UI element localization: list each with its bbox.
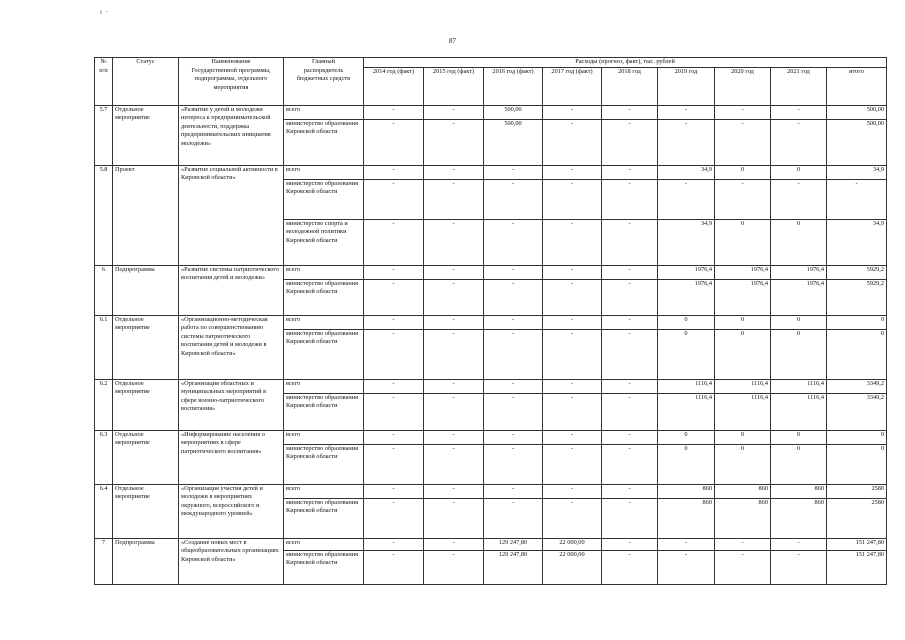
value-cell: -: [602, 279, 658, 315]
year-header: 2020 год: [715, 67, 771, 105]
program-name-cell: «Организация участия детей и молодежи в мероприятиях окружного, всероссийского и международного уровней»: [179, 484, 284, 538]
manager-cell: министерство образования Кировской области: [284, 279, 364, 315]
value-cell: 1976,4: [658, 279, 715, 315]
value-cell: -: [543, 165, 602, 179]
value-cell: -: [658, 550, 715, 584]
value-cell: -: [658, 105, 715, 119]
program-name-cell: «Развитие системы патриотического воспитания детей и молодежи»: [179, 265, 284, 315]
value-cell: -: [484, 219, 543, 265]
manager-cell: всего: [284, 484, 364, 498]
value-cell: 2580: [827, 498, 887, 538]
value-cell: -: [484, 430, 543, 444]
value-cell: -: [543, 315, 602, 329]
manager-cell: всего: [284, 165, 364, 179]
value-cell: -: [543, 430, 602, 444]
value-cell: -: [364, 444, 424, 484]
value-cell: 860: [715, 498, 771, 538]
value-cell: -: [602, 179, 658, 219]
value-cell: -: [543, 265, 602, 279]
value-cell: -: [424, 105, 484, 119]
value-cell: 5929,2: [827, 265, 887, 279]
expenses-header: Расходы (прогноз, факт), тыс. рублей: [364, 58, 887, 68]
table-body: [95, 105, 887, 584]
year-header: 2014 год (факт): [364, 67, 424, 105]
program-name-cell: «Создание новых мест в общеобразовательных организациях Кировской области»: [179, 538, 284, 584]
row-number: 6.2: [95, 379, 113, 430]
value-cell: 0: [771, 315, 827, 329]
value-cell: -: [424, 329, 484, 379]
value-cell: 34,9: [827, 219, 887, 265]
status-cell: Проект: [113, 165, 179, 265]
value-cell: -: [424, 119, 484, 165]
value-cell: 0: [715, 165, 771, 179]
table-row: [95, 265, 887, 279]
row-number: 5.8: [95, 165, 113, 265]
value-cell: -: [484, 279, 543, 315]
value-cell: 500,00: [484, 119, 543, 165]
value-cell: 34,9: [658, 219, 715, 265]
value-cell: 1116,4: [658, 393, 715, 430]
program-name-cell: «Организационно-методическая работа по совершенствованию системы патриотического воспитания детей и молодежи в Кировской области»: [179, 315, 284, 379]
value-cell: 0: [771, 329, 827, 379]
value-cell: -: [543, 393, 602, 430]
col-name-header: Наименование Государственной программы, подпрограммы, отдельного мероприятия: [179, 58, 284, 106]
manager-cell: министерство образования Кировской области: [284, 393, 364, 430]
value-cell: -: [602, 444, 658, 484]
manager-cell: министерство образования Кировской области: [284, 444, 364, 484]
value-cell: 0: [658, 430, 715, 444]
status-cell: Отдельное мероприятие: [113, 430, 179, 484]
value-cell: -: [543, 484, 602, 498]
scan-mark: ı ·: [100, 8, 108, 16]
value-cell: -: [602, 484, 658, 498]
value-cell: -: [771, 538, 827, 550]
value-cell: 860: [715, 484, 771, 498]
year-header: 2017 год (факт): [543, 67, 602, 105]
value-cell: 0: [715, 329, 771, 379]
value-cell: 22 000,00: [543, 538, 602, 550]
value-cell: -: [771, 550, 827, 584]
value-cell: -: [602, 498, 658, 538]
value-cell: 1116,4: [771, 393, 827, 430]
value-cell: 1116,4: [658, 379, 715, 393]
status-cell: Отдельное мероприятие: [113, 105, 179, 165]
value-cell: 500,00: [827, 119, 887, 165]
value-cell: 1116,4: [715, 379, 771, 393]
value-cell: -: [484, 498, 543, 538]
value-cell: -: [424, 165, 484, 179]
value-cell: -: [715, 105, 771, 119]
manager-cell: министерство спорта и молодежной политики Кировской области: [284, 219, 364, 265]
value-cell: -: [543, 119, 602, 165]
table-row: [95, 538, 887, 550]
row-number: 6.1: [95, 315, 113, 379]
value-cell: -: [602, 105, 658, 119]
status-cell: Подпрограмма: [113, 538, 179, 584]
value-cell: -: [424, 265, 484, 279]
value-cell: 860: [658, 484, 715, 498]
value-cell: 1116,4: [715, 393, 771, 430]
value-cell: -: [484, 329, 543, 379]
value-cell: -: [543, 179, 602, 219]
value-cell: -: [484, 484, 543, 498]
value-cell: -: [543, 279, 602, 315]
value-cell: -: [602, 329, 658, 379]
value-cell: -: [424, 279, 484, 315]
value-cell: -: [364, 550, 424, 584]
value-cell: 151 247,80: [827, 538, 887, 550]
manager-cell: министерство образования Кировской области: [284, 550, 364, 584]
col-manager-header: Главный распорядитель бюджетных средств: [284, 58, 364, 106]
value-cell: 0: [827, 315, 887, 329]
value-cell: -: [484, 179, 543, 219]
value-cell: 129 247,80: [484, 538, 543, 550]
value-cell: -: [484, 379, 543, 393]
value-cell: -: [827, 179, 887, 219]
table-row: [95, 165, 887, 179]
value-cell: 1976,4: [658, 265, 715, 279]
manager-cell: министерство образования Кировской области: [284, 329, 364, 379]
value-cell: -: [364, 279, 424, 315]
status-cell: Отдельное мероприятие: [113, 484, 179, 538]
row-number: 6.3: [95, 430, 113, 484]
value-cell: -: [424, 550, 484, 584]
manager-cell: министерство образования Кировской области: [284, 498, 364, 538]
value-cell: -: [602, 265, 658, 279]
value-cell: 129 247,80: [484, 550, 543, 584]
manager-cell: всего: [284, 538, 364, 550]
value-cell: -: [771, 179, 827, 219]
value-cell: -: [602, 119, 658, 165]
value-cell: -: [658, 179, 715, 219]
value-cell: -: [602, 393, 658, 430]
value-cell: 860: [771, 484, 827, 498]
value-cell: -: [424, 393, 484, 430]
status-cell: Отдельное мероприятие: [113, 315, 179, 379]
year-header: 2019 год: [658, 67, 715, 105]
value-cell: 0: [658, 315, 715, 329]
value-cell: 0: [827, 329, 887, 379]
value-cell: -: [424, 430, 484, 444]
manager-cell: всего: [284, 379, 364, 393]
row-number: 6.4: [95, 484, 113, 538]
value-cell: 0: [827, 444, 887, 484]
page-number: 87: [449, 37, 456, 45]
value-cell: -: [484, 315, 543, 329]
value-cell: -: [364, 219, 424, 265]
value-cell: -: [364, 105, 424, 119]
value-cell: -: [543, 219, 602, 265]
value-cell: -: [424, 484, 484, 498]
value-cell: -: [364, 179, 424, 219]
value-cell: -: [424, 315, 484, 329]
value-cell: 500,00: [827, 105, 887, 119]
value-cell: 2580: [827, 484, 887, 498]
manager-cell: всего: [284, 265, 364, 279]
value-cell: -: [771, 119, 827, 165]
value-cell: 0: [715, 430, 771, 444]
manager-cell: всего: [284, 430, 364, 444]
header-row-1: [95, 58, 887, 68]
value-cell: -: [715, 538, 771, 550]
manager-cell: министерство образования Кировской области: [284, 179, 364, 219]
value-cell: -: [424, 219, 484, 265]
value-cell: -: [484, 444, 543, 484]
value-cell: -: [424, 498, 484, 538]
value-cell: -: [484, 393, 543, 430]
value-cell: -: [602, 538, 658, 550]
value-cell: 500,00: [484, 105, 543, 119]
value-cell: 22 000,00: [543, 550, 602, 584]
value-cell: 0: [658, 444, 715, 484]
value-cell: -: [424, 179, 484, 219]
value-cell: 34,9: [658, 165, 715, 179]
table-row: [95, 379, 887, 393]
value-cell: 1976,4: [771, 265, 827, 279]
value-cell: 3349,2: [827, 393, 887, 430]
value-cell: -: [543, 498, 602, 538]
value-cell: 3349,2: [827, 379, 887, 393]
value-cell: -: [602, 165, 658, 179]
manager-cell: всего: [284, 105, 364, 119]
value-cell: -: [484, 165, 543, 179]
row-number: 6: [95, 265, 113, 315]
value-cell: -: [543, 444, 602, 484]
value-cell: 0: [771, 430, 827, 444]
row-number: 7: [95, 538, 113, 584]
year-header: 2016 год (факт): [484, 67, 543, 105]
value-cell: -: [424, 538, 484, 550]
col-status-header: Статус: [113, 58, 179, 106]
value-cell: -: [658, 538, 715, 550]
value-cell: -: [484, 265, 543, 279]
year-header: итого: [827, 67, 887, 105]
value-cell: 0: [771, 165, 827, 179]
value-cell: -: [364, 484, 424, 498]
value-cell: -: [364, 538, 424, 550]
value-cell: -: [602, 379, 658, 393]
program-name-cell: «Информирование населения о мероприятиях в сфере патриотического воспитания»: [179, 430, 284, 484]
value-cell: 0: [771, 444, 827, 484]
value-cell: 5929,2: [827, 279, 887, 315]
value-cell: -: [424, 444, 484, 484]
program-name-cell: «Развитие у детей и молодежи интереса к предпринимательской деятельности, поддержка предпринимательских инициатив молодежи»: [179, 105, 284, 165]
year-header: 2018 год: [602, 67, 658, 105]
manager-cell: всего: [284, 315, 364, 329]
value-cell: -: [602, 315, 658, 329]
status-cell: Отдельное мероприятие: [113, 379, 179, 430]
value-cell: -: [658, 119, 715, 165]
year-header: 2015 год (факт): [424, 67, 484, 105]
value-cell: -: [771, 105, 827, 119]
value-cell: -: [364, 119, 424, 165]
value-cell: -: [424, 379, 484, 393]
value-cell: -: [364, 393, 424, 430]
value-cell: 1976,4: [715, 279, 771, 315]
value-cell: -: [602, 550, 658, 584]
value-cell: -: [715, 179, 771, 219]
value-cell: 34,9: [827, 165, 887, 179]
value-cell: -: [364, 329, 424, 379]
value-cell: 0: [715, 219, 771, 265]
value-cell: -: [364, 379, 424, 393]
value-cell: -: [364, 498, 424, 538]
value-cell: 151 247,80: [827, 550, 887, 584]
value-cell: -: [715, 119, 771, 165]
value-cell: 1116,4: [771, 379, 827, 393]
budget-table: [94, 57, 887, 585]
status-cell: Подпрограмма: [113, 265, 179, 315]
value-cell: 0: [827, 430, 887, 444]
value-cell: 860: [771, 498, 827, 538]
value-cell: -: [602, 219, 658, 265]
value-cell: 860: [658, 498, 715, 538]
manager-cell: министерство образования Кировской области: [284, 119, 364, 165]
year-header: 2021 год: [771, 67, 827, 105]
value-cell: -: [602, 430, 658, 444]
row-number: 5.7: [95, 105, 113, 165]
value-cell: 0: [715, 315, 771, 329]
value-cell: -: [543, 329, 602, 379]
table-row: [95, 105, 887, 119]
value-cell: -: [715, 550, 771, 584]
col-num-header: № п/п: [95, 58, 113, 106]
value-cell: -: [364, 315, 424, 329]
table-row: [95, 484, 887, 498]
value-cell: 1976,4: [715, 265, 771, 279]
value-cell: 0: [771, 219, 827, 265]
value-cell: -: [364, 430, 424, 444]
value-cell: -: [364, 265, 424, 279]
value-cell: 0: [658, 329, 715, 379]
value-cell: 0: [715, 444, 771, 484]
value-cell: -: [543, 379, 602, 393]
value-cell: -: [364, 165, 424, 179]
program-name-cell: «Организация областных и муниципальных мероприятий в сфере военно-патриотического воспитания»: [179, 379, 284, 430]
value-cell: 1976,4: [771, 279, 827, 315]
table-row: [95, 430, 887, 444]
table-row: [95, 315, 887, 329]
program-name-cell: «Развитие социальной активности в Кировской области»: [179, 165, 284, 265]
value-cell: -: [543, 105, 602, 119]
